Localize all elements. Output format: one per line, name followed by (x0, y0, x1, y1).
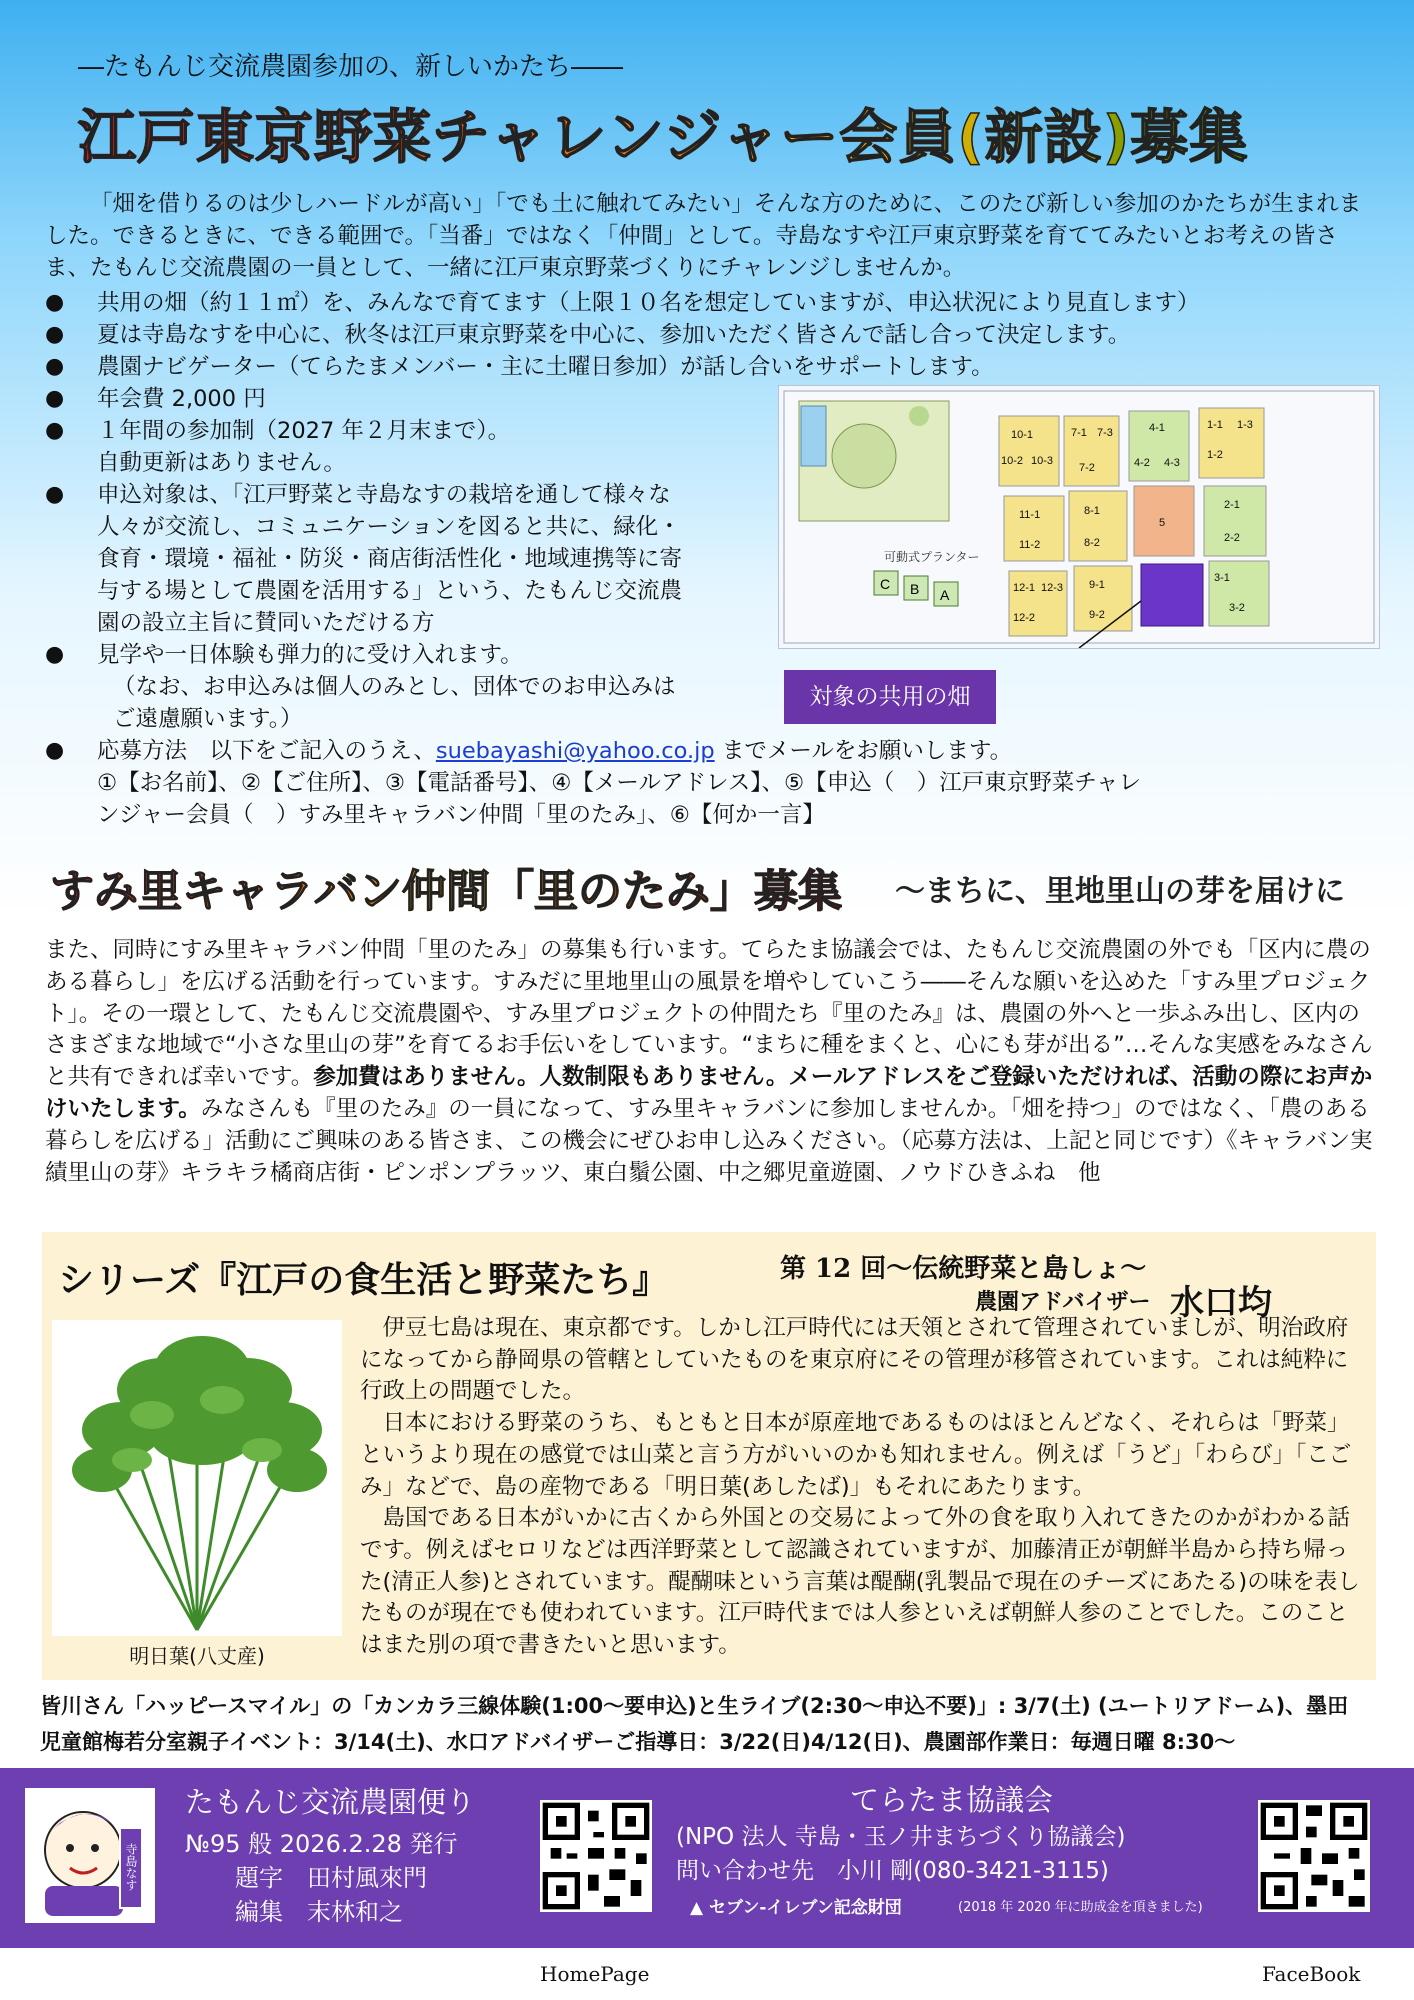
plot-10-3: 10-3 (1031, 455, 1054, 467)
plot-10-2: 10-2 (1001, 455, 1024, 467)
plot-11-2: 11-2 (1019, 539, 1041, 551)
facebook-label: FaceBook (1262, 1962, 1361, 1986)
plot-7-3: 7-3 (1097, 427, 1113, 439)
planter-a: A (940, 587, 950, 603)
intro-paragraph: 「畑を借りるのは少しハードルが高い」「でも土に触れてみたい」そんな方のために、このたび新しい参加のかたちが生まれました。できるときに、できる範囲で。「当番」ではなく「仲間」として。寺島なすや江戸東京野菜を育ててみたいとお考えの皆さま、たもんじ交流農園の一員として、一緒に江戸東京野菜づくりにチャレンジしませんか。 (45, 191, 1362, 281)
bullet-icon: ● (45, 354, 65, 379)
section2-paragraph: また、同時にすみ里キャラバン仲間「里のたみ」の募集も行います。てらたま協議会では、たもんじ交流農園の外でも「区内に農のある暮らし」を広げる活動を行っています。すみだに里地里山の風景を増やしていこう――そんな願いを込めた「すみ里プロジェクト」。その一環として、たもんじ交流農園や、すみ里プロジェクトの仲間たち『里のたみ』は、農園の外へと一歩ふみ出し、区内のさまざまな地域で“小さな里山の芽”を育てるお手伝いをしています。“まちに種をまくと、心にも芽が出る”…そんな実感をみなさんと共有できれば幸いです。参加費はありません。人数制限もありません。メールアドレスをご登録いただければ、活動の際にお声かけいたします。みなさんも『里のたみ』の一員になって、すみ里キャラバンに参加しませんか。「畑を持つ」のではなく、「農のある暮らしを広げる」活動にご興味のある皆さま、この機会にぜひお申し込みください。（応募方法は、上記と同じです）《キャラバン実績里山の芽》キラキラ橘商店街・ピンポンプラッツ、東白鬚公園、中之郷児童遊園、ノウドひきふね 他 (45, 937, 1373, 1186)
editor-credit: 編集 末林和之 (235, 1898, 403, 1926)
plot-8-1: 8-1 (1084, 505, 1100, 517)
series-essay: 伊豆七島は現在、東京都です。しかし江戸時代には天領とされて管理されていましが、明治政府になってから静岡県の管轄としていたものを東京府にその管理が移管されています。これは純粋に行政上の問題でした。 日本における野菜のうち、もともと日本が原産地であるものはほとんどなく、それらは「野菜」というより現在の感覚では山菜と言う方がいいのかも知れません。例えば「うど」「わらび」「こごみ」などで、島の産物である「明日葉(あしたば)」もそれにあたります。 島国である日本がいかに古くから外国との交易によって外の食を取り入れてきたのかがわかる話です。例えばセロリなどは西洋野菜として認識されていますが、加藤清正が朝鮮半島から持ち帰った(清正人参)とされています。醍醐味という言葉は醍醐(乳製品で現在のチーズにあたる)の味を表したものが現在でも使われています。江戸時代までは人参といえば朝鮮人参のことでした。このことはまた別の項で書きたいと思います。 (360, 1315, 1360, 1659)
shared-plot-label: 対象の共用の畑 (784, 670, 996, 724)
plot-7-2: 7-2 (1079, 462, 1095, 474)
plot-11-1: 11-1 (1019, 509, 1041, 521)
plot-2-2: 2-2 (1224, 532, 1240, 544)
ashitaba-photo (52, 1320, 342, 1636)
shared-plot-highlight (1141, 564, 1203, 626)
facebook-qr-code[interactable] (1258, 1800, 1370, 1912)
section2-title: すみ里キャラバン仲間「里のたみ」募集 (50, 855, 842, 919)
plot-4-1: 4-1 (1149, 422, 1165, 434)
calligraphy-credit: 題字 田村風來門 (235, 1864, 427, 1892)
bullet-icon: ● (45, 642, 65, 667)
sponsor-note: (2018 年 2020 年に助成金を頂きました) (958, 1900, 1203, 1915)
bullet-icon: ● (45, 418, 65, 443)
plot-4-2: 4-2 (1134, 457, 1150, 469)
homepage-label: HomePage (540, 1962, 650, 1986)
farm-map (778, 385, 1380, 649)
plot-1-3: 1-3 (1237, 419, 1253, 431)
plot-3-2: 3-2 (1229, 602, 1245, 614)
contact-info: 問い合わせ先 小川 剛(080-3421-3115) (676, 1858, 1109, 1884)
section2-bold-note: 参加費はありません。人数制限もありません。メールアドレスをご登録いただければ、活動の際にお声かけいたします。 (45, 1064, 1373, 1122)
plot-1-2: 1-2 (1207, 449, 1223, 461)
ashitaba-illustration (52, 1320, 342, 1636)
plot-7-1: 7-1 (1071, 427, 1087, 439)
plot-4-3: 4-3 (1164, 457, 1180, 469)
sponsor-logo-icon: ▲ (690, 1898, 704, 1918)
photo-caption: 明日葉(八丈産) (129, 1644, 265, 1668)
qr-icon (1258, 1800, 1370, 1912)
plot-5: 5 (1159, 517, 1166, 529)
plot-10-1: 10-1 (1011, 429, 1034, 441)
series-author-role: 農園アドバイザー (975, 1290, 1151, 1315)
plot-2-1: 2-1 (1224, 499, 1240, 511)
planter-b: B (910, 581, 920, 597)
plot-12-1: 12-1 (1013, 582, 1036, 594)
bullet-icon: ● (45, 386, 65, 411)
mascot-badge-text: 寺島なす (124, 1843, 138, 1891)
lead-line: ―たもんじ交流農園参加の、新しいかたち―― (78, 52, 623, 82)
issue-info: №95 般 2026.2.28 発行 (185, 1830, 458, 1858)
bullet-icon: ● (45, 738, 65, 763)
farm-map-drawing (779, 386, 1379, 648)
homepage-qr-code[interactable] (540, 1800, 652, 1912)
section2-subtitle: ～まちに、里地里山の芽を届けに (895, 874, 1345, 909)
mascot-image (25, 1788, 155, 1923)
plot-9-1: 9-1 (1089, 579, 1105, 591)
planter-c: C (880, 576, 891, 592)
mascot-icon (25, 1788, 155, 1923)
plot-3-1: 3-1 (1214, 572, 1230, 584)
plot-8-2: 8-2 (1084, 537, 1100, 549)
email-link[interactable]: suebayashi@yahoo.co.jp (435, 738, 715, 764)
bullet-icon: ● (45, 322, 65, 347)
series-title: シリーズ『江戸の食生活と野菜たち』 (58, 1259, 669, 1301)
bullet-icon: ● (45, 290, 65, 315)
bullet-icon: ● (45, 482, 65, 507)
plot-12-2: 12-2 (1013, 612, 1036, 624)
series-author-name: 水口均 (1170, 1283, 1272, 1323)
qr-icon (540, 1800, 652, 1912)
sponsor-name: ▲ セブン-イレブン記念財団 (690, 1898, 902, 1918)
main-title: 江戸東京野菜チャレンジャー会員(新設)募集 (78, 90, 1248, 174)
org-full-name: (NPO 法人 寺島・玉ノ井まちづくり協議会) (676, 1824, 1126, 1850)
org-name: てらたま協議会 (850, 1783, 1054, 1817)
newsletter-name: たもんじ交流農園便り (185, 1785, 476, 1819)
series-episode: 第 12 回～伝統野菜と島しょ～ (780, 1254, 1147, 1284)
plot-9-2: 9-2 (1089, 609, 1105, 621)
plot-12-3: 12-3 (1041, 582, 1064, 594)
planter-area-label: 可動式プランター (884, 550, 980, 564)
footer-bar (0, 1768, 1414, 1948)
events-notice: 皆川さん「ハッピースマイル」の「カンカラ三線体験(1:00～要申込)と生ライブ(2:30～申込不要)」: 3/7(土) (ユートリアドーム)、墨田 児童館梅若分室親子イベント：3/14(土)、水口アドバイザーご指導日：3/22(日)4/12(日)、農園部作業日：毎週日曜 8:30～ (40, 1694, 1349, 1754)
plot-1-1: 1-1 (1207, 419, 1223, 431)
